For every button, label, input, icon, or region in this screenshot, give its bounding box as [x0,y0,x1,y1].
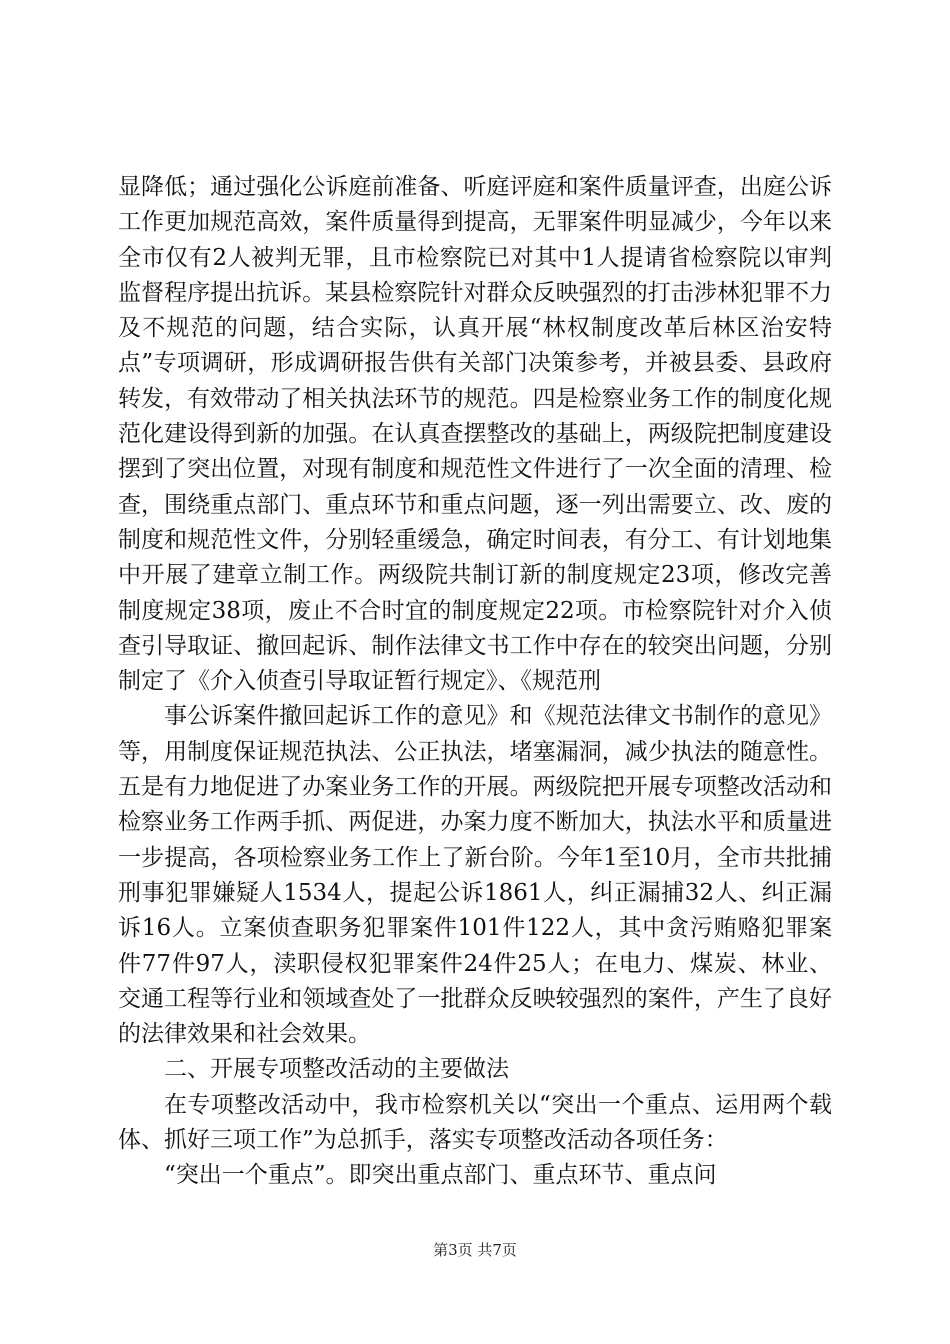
paragraph-3: 在专项整改活动中，我市检察机关以“突出一个重点、运用两个载体、抓好三项工作”为总抓手，落实专项整改活动各项任务： [118,1091,832,1154]
section-heading: 二、开展专项整改活动的主要做法 [164,1056,509,1083]
document-body [118,170,832,1194]
page-footer: 第3页 共7页 [433,1241,517,1259]
paragraph-4: “突出一个重点”。即突出重点部门、重点环节、重点问 [164,1162,717,1189]
paragraph-1: 显降低；通过强化公诉庭前准备、听庭评庭和案件质量评查，出庭公诉工作更加规范高效，案件质量得到提高，无罪案件明显减少，今年以来全市仅有2人被判无罪，且市检察院已对其中1人提请省检察院以审判监督程序提出抗诉。某县检察院针对群众反映强烈的打击涉林犯罪不力及不规范的问题，结合实际，认真开展“林权制度改革后林区治安特点”专项调研，形成调研报告供有关部门决策参考，并被县委、县政府转发，有效带动了相关执法环节的规范。四是检察业务工作的制度化规范化建设得到新的加强。在认真查摆整改的基础上，两级院把制度建设摆到了突出位置，对现有制度和规范性文件进行了一次全面的清理、检查，围绕重点部门、重点环节和重点问题，逐一列出需要立、改、废的制度和规范性文件，分别轻重缓急，确定时间表，有分工、有计划地集中开展了建章立制工作。两级院共制订新的制度规定23项，修改完善制度规定38项，废止不合时宜的制度规定22项。市检察院针对介入侦查引导取证、撤回起诉、制作法律文书工作中存在的较突出问题，分别制定了《介入侦查引导取证暂行规定》、《规范刑 [118,174,832,695]
paragraph-2: 事公诉案件撤回起诉工作的意见》和《规范法律文书制作的意见》等，用制度保证规范执法、公正执法，堵塞漏洞，减少执法的随意性。五是有力地促进了办案业务工作的开展。两级院把开展专项整改活动和检察业务工作两手抓、两促进，办案力度不断加大，执法水平和质量进一步提高，各项检察业务工作上了新台阶。今年1至10月，全市共批捕刑事犯罪嫌疑人1534人，提起公诉1861人，纠正漏捕32人、纠正漏诉16人。立案侦查职务犯罪案件101件122人，其中贪污贿赂犯罪案件77件97人，渎职侵权犯罪案件24件25人；在电力、煤炭、林业、交通工程等行业和领域查处了一批群众反映较强烈的案件，产生了良好的法律效果和社会效果。 [118,703,832,1048]
